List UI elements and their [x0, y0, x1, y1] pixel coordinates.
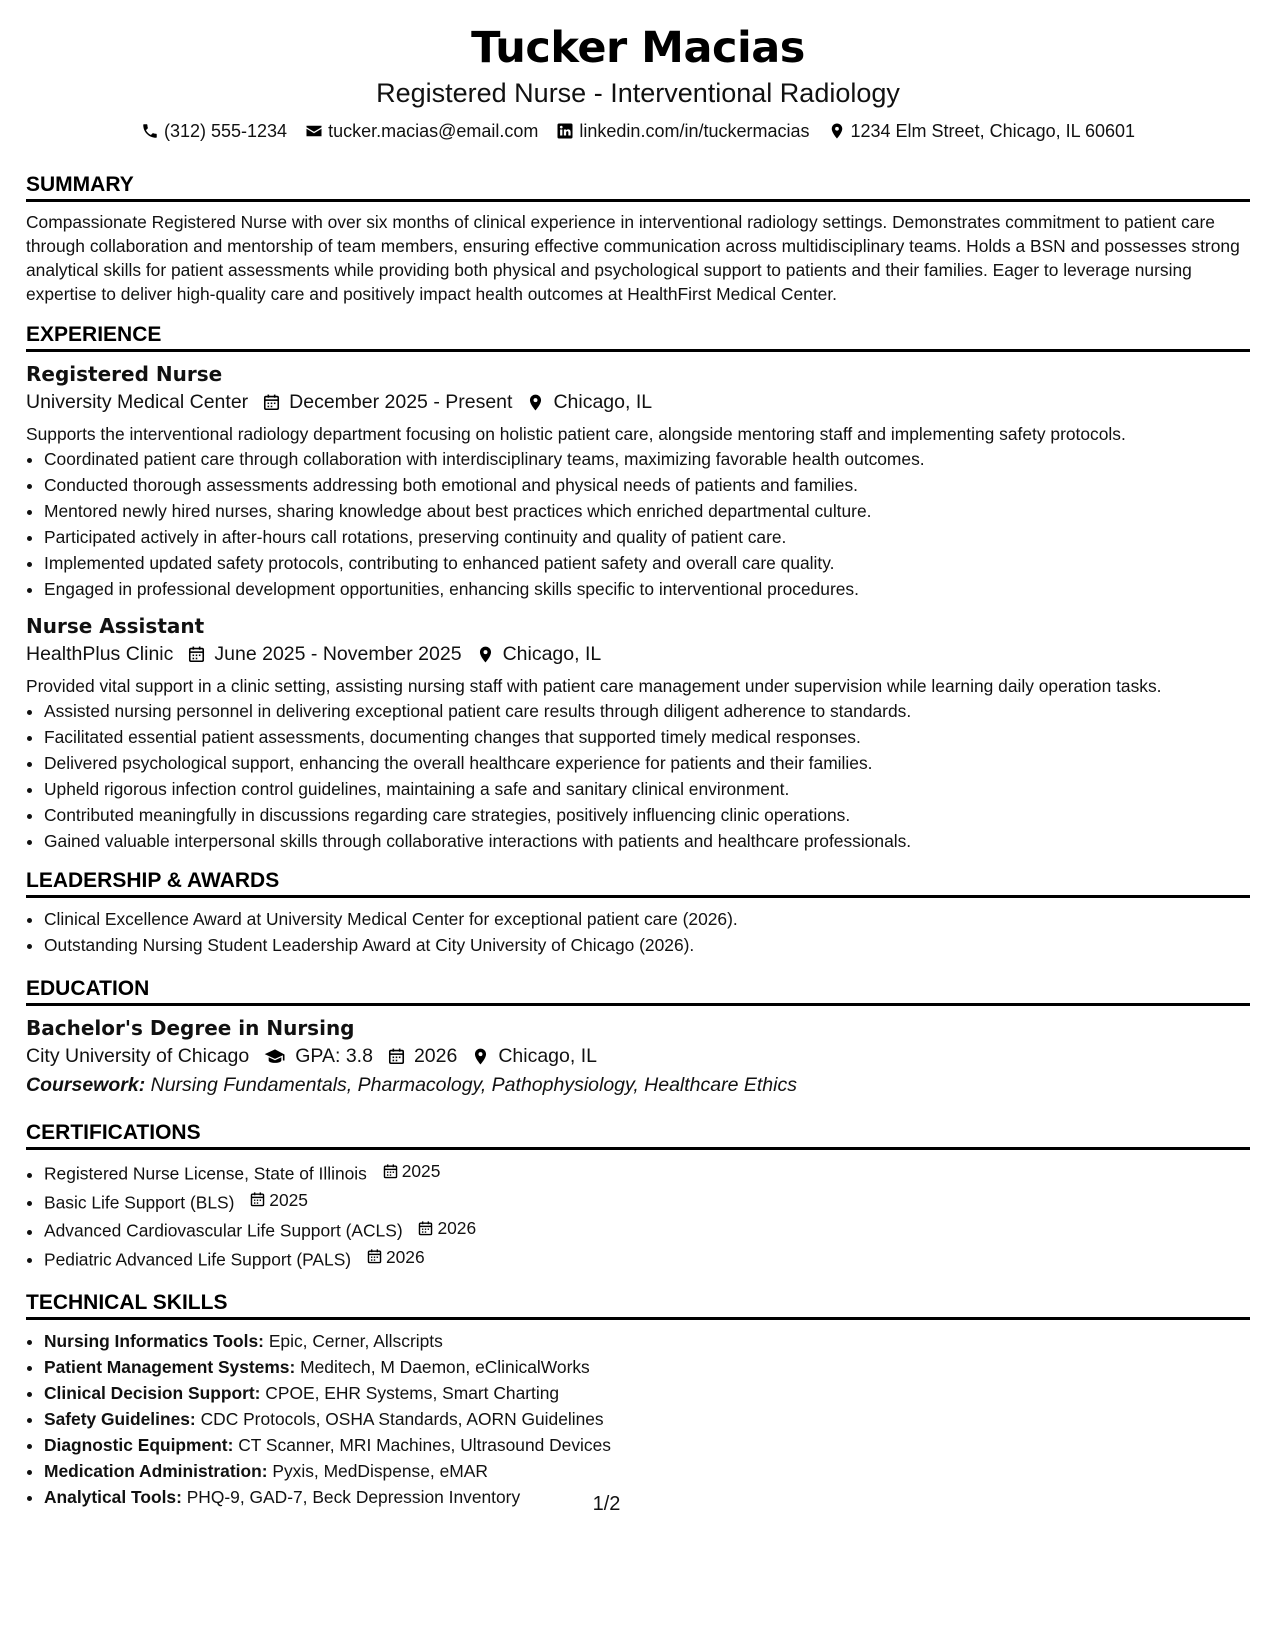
calendar-icon	[249, 1191, 266, 1208]
summary-text: Compassionate Registered Nurse with over six months of clinical experience in interventional radiology settings. Demonstrates commitment to patient care through collaboration and mentorship of team members, ensuring effective communication across multidisciplinary teams. Holds a BSN and possesses strong analytical skills for patient assessments while providing both physical and psychological support to patients and their families. Eager to leverage nursing expertise to deliver high-quality care and positively impact health outcomes at HealthFirst Medical Center.	[26, 212, 1240, 304]
job-dates: December 2025 - Present	[262, 388, 512, 416]
linkedin-link[interactable]: linkedin.com/in/tuckermacias	[579, 121, 810, 141]
job-description: Provided vital support in a clinic setting, assisting nursing staff with patient care management under supervision while learning daily operation tasks.	[26, 676, 1162, 696]
education-heading: EDUCATION	[26, 976, 1250, 1006]
experience-section	[26, 322, 1250, 854]
phone-text: (312) 555-1234	[163, 121, 288, 141]
contact-bar	[26, 118, 1250, 144]
graduation-cap-icon	[263, 1047, 287, 1066]
address-text: 1234 Elm Street, Chicago, IL 60601	[850, 121, 1136, 141]
education-meta	[26, 1042, 1250, 1070]
job-entry	[26, 360, 1250, 602]
candidate-role: Registered Nurse - Interventional Radiology	[376, 78, 900, 108]
coursework	[26, 1070, 1250, 1100]
skills-list	[26, 1328, 1250, 1510]
gpa: GPA: 3.8	[263, 1042, 373, 1070]
coursework-list: Nursing Fundamentals, Pharmacology, Pathophysiology, Healthcare Ethics	[150, 1074, 797, 1096]
list-item: • Mentored newly hired nurses, sharing knowledge about best practices which enriched departmental culture.	[44, 498, 1250, 524]
email-link[interactable]: tucker.macias@email.com	[328, 121, 539, 141]
list-item: • Participated actively in after-hours call rotations, preserving continuity and quality of patient care.	[44, 524, 1250, 550]
list-item: • Contributed meaningfully in discussions regarding care strategies, positively influencing clinic operations.	[44, 802, 1250, 828]
job-description: Supports the interventional radiology department focusing on holistic patient care, alongside mentoring staff and implementing safety protocols.	[26, 424, 1126, 444]
list-item: • Diagnostic Equipment: CT Scanner, MRI Machines, Ultrasound Devices	[44, 1432, 1250, 1458]
certification-year: 2025	[249, 1187, 308, 1213]
job-title: Registered Nurse	[26, 362, 223, 386]
list-item: • Analytical Tools: PHQ-9, GAD-7, Beck Depression Inventory	[44, 1484, 1250, 1510]
list-item: • Facilitated essential patient assessments, documenting changes that supported timely medical responses.	[44, 724, 1250, 750]
list-item: • Outstanding Nursing Student Leadership Award at City University of Chicago (2026).	[44, 932, 1250, 958]
calendar-icon	[366, 1248, 383, 1265]
job-org: University Medical Center	[26, 391, 249, 413]
summary-section	[26, 172, 1250, 306]
list-item: • Implemented updated safety protocols, contributing to enhanced patient safety and overall care quality.	[44, 550, 1250, 576]
school-name: City University of Chicago	[26, 1045, 250, 1067]
page-number: 1/2	[592, 1493, 621, 1515]
list-item: • Patient Management Systems: Meditech, M Daemon, eClinicalWorks	[44, 1354, 1250, 1380]
list-item: • Gained valuable interpersonal skills through collaborative interactions with patients and healthcare professionals.	[44, 828, 1250, 854]
certification-year: 2026	[366, 1244, 425, 1270]
leadership-heading: LEADERSHIP & AWARDS	[26, 868, 1250, 898]
contact-linkedin[interactable]	[556, 118, 809, 144]
map-pin-icon	[828, 122, 846, 140]
job-bullets	[26, 446, 1250, 602]
linkedin-icon	[556, 122, 574, 140]
skills-section	[26, 1290, 1250, 1510]
education-section	[26, 976, 1250, 1100]
coursework-label: Coursework:	[26, 1074, 146, 1096]
candidate-name: Tucker Macias	[471, 23, 805, 73]
list-item: • Engaged in professional development opportunities, enhancing skills specific to interventional procedures.	[44, 576, 1250, 602]
job-entry	[26, 612, 1250, 854]
award-list	[26, 906, 1250, 958]
job-meta	[26, 388, 1250, 416]
degree-title: Bachelor's Degree in Nursing	[26, 1016, 355, 1040]
graduation-year: 2026	[387, 1042, 457, 1070]
list-item: • Basic Life Support (BLS) 2025	[44, 1187, 1250, 1216]
list-item: • Clinical Decision Support: CPOE, EHR Systems, Smart Charting	[44, 1380, 1250, 1406]
list-item: • Conducted thorough assessments addressing both emotional and physical needs of patients and families.	[44, 472, 1250, 498]
contact-email[interactable]	[305, 118, 538, 144]
certification-year: 2026	[417, 1215, 476, 1241]
map-pin-icon	[526, 393, 545, 412]
list-item: • Upheld rigorous infection control guidelines, maintaining a safe and sanitary clinical environment.	[44, 776, 1250, 802]
school-location: Chicago, IL	[471, 1042, 597, 1070]
resume-page	[26, 20, 1250, 1510]
contact-address	[828, 118, 1136, 144]
envelope-icon	[305, 122, 323, 140]
list-item: • Safety Guidelines: CDC Protocols, OSHA Standards, AORN Guidelines	[44, 1406, 1250, 1432]
certification-list	[26, 1158, 1250, 1272]
job-location: Chicago, IL	[526, 388, 652, 416]
calendar-icon	[387, 1047, 406, 1066]
summary-heading: SUMMARY	[26, 172, 1250, 202]
calendar-icon	[417, 1220, 434, 1237]
experience-heading: EXPERIENCE	[26, 322, 1250, 352]
list-item: • Assisted nursing personnel in delivering exceptional patient care results through diligent adherence to standards.	[44, 698, 1250, 724]
job-meta	[26, 640, 1250, 668]
calendar-icon	[262, 393, 281, 412]
list-item: • Nursing Informatics Tools: Epic, Cerner, Allscripts	[44, 1328, 1250, 1354]
calendar-icon	[187, 645, 206, 664]
job-title: Nurse Assistant	[26, 614, 205, 638]
job-bullets	[26, 698, 1250, 854]
skills-heading: TECHNICAL SKILLS	[26, 1290, 1250, 1320]
map-pin-icon	[471, 1047, 490, 1066]
certifications-heading: CERTIFICATIONS	[26, 1120, 1250, 1150]
leadership-section	[26, 868, 1250, 958]
list-item: • Registered Nurse License, State of Illinois 2025	[44, 1158, 1250, 1187]
certification-year: 2025	[382, 1158, 441, 1184]
list-item: • Clinical Excellence Award at University Medical Center for exceptional patient care (2026).	[44, 906, 1250, 932]
job-org: HealthPlus Clinic	[26, 643, 174, 665]
list-item: • Medication Administration: Pyxis, MedDispense, eMAR	[44, 1458, 1250, 1484]
calendar-icon	[382, 1163, 399, 1180]
phone-icon	[141, 122, 159, 140]
list-item: • Advanced Cardiovascular Life Support (ACLS) 2026	[44, 1215, 1250, 1244]
map-pin-icon	[476, 645, 495, 664]
job-location: Chicago, IL	[476, 640, 602, 668]
list-item: • Coordinated patient care through collaboration with interdisciplinary teams, maximizing favorable health outcomes.	[44, 446, 1250, 472]
list-item: • Pediatric Advanced Life Support (PALS) 2026	[44, 1244, 1250, 1273]
list-item: • Delivered psychological support, enhancing the overall healthcare experience for patients and their families.	[44, 750, 1250, 776]
certifications-section	[26, 1120, 1250, 1272]
resume-header	[26, 20, 1250, 144]
contact-phone	[141, 118, 287, 144]
job-dates: June 2025 - November 2025	[187, 640, 461, 668]
